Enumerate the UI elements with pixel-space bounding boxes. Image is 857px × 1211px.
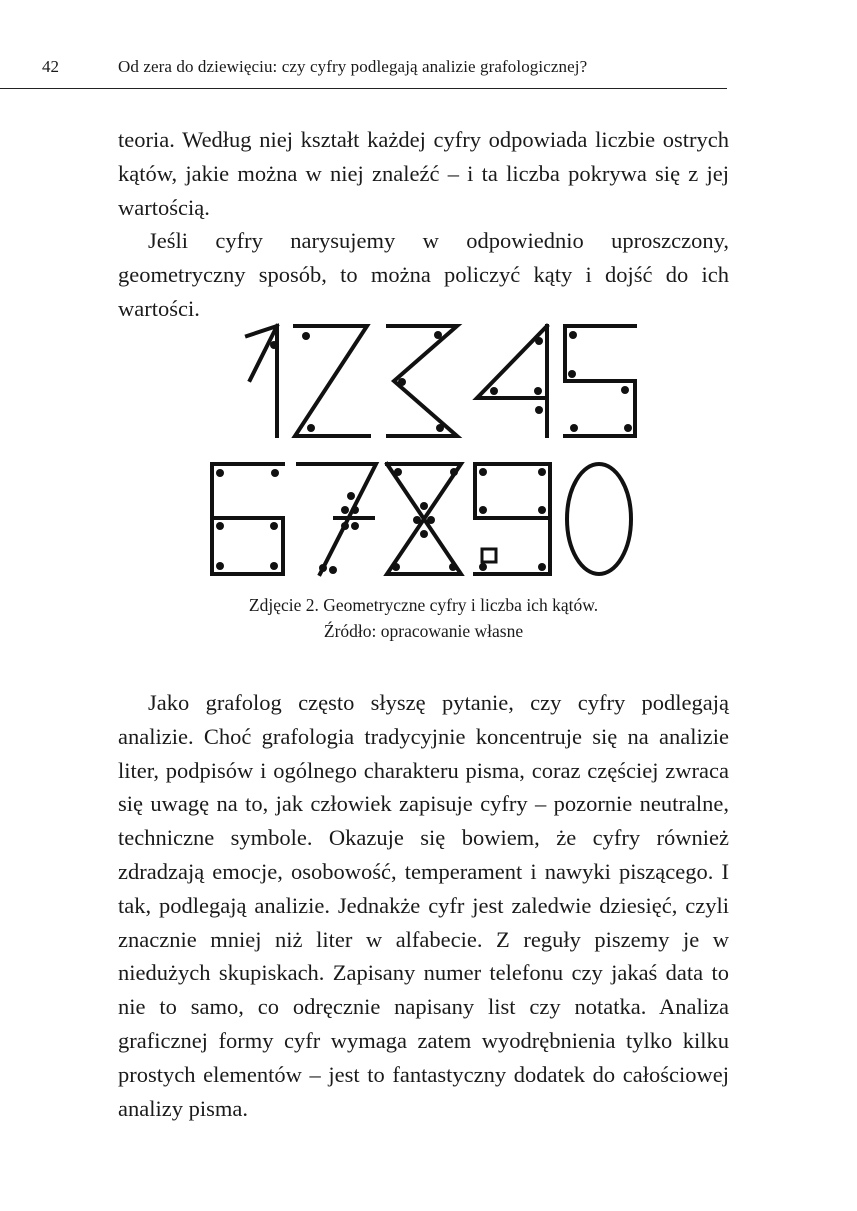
paragraph-3: Jako grafolog często słyszę pytanie, czy cyfry podlegają analizie. Choć grafologia tradycyjnie koncentruje się na analizie liter, podpisów i ogólnego charakteru pisma, coraz częściej zwraca się uwagę na to, jak człowiek zapisuje cyfry – pozornie neutralne, techniczne symbole. Okazuje się bowiem, że cyfry również zdradzają emocje, osobowość, temperament i nawyki piszącego. I tak, podlegają analizie. Jednakże cyfr jest zaledwie dziesięć, czyli znacznie mniej niż liter w alfabecie. Z reguły piszemy je w niedużych skupiskach. Zapisany numer telefonu czy jakaś data to nie to samo, co odręcznie napisany list czy notatka. Analiza graficznej formy cyfr wymaga zatem wyodrębnienia tylko kilku prostych elementów – jest to fantastyczny dodatek do całościowej analizy pisma.	[118, 690, 729, 1121]
geometric-digits-figure	[195, 318, 655, 584]
digit-2-glyph	[295, 326, 369, 436]
digit-7-glyph	[298, 464, 376, 574]
page-number: 42	[42, 57, 59, 76]
digit-0-glyph	[567, 464, 631, 574]
running-title: Od zera do dziewięciu: czy cyfry podlegają analizie grafologicznej?	[118, 57, 588, 76]
digit-9-glyph	[475, 464, 550, 574]
page-header	[0, 50, 727, 89]
paragraph-2: Jeśli cyfry narysujemy w odpowiednio uproszczony, geometryczny sposób, to można policzyć kąty i dojść do ich wartości.	[118, 228, 729, 321]
paragraph-1: teoria. Według niej kształt każdej cyfry odpowiada liczbie ostrych kątów, jakie można w niej znaleźć – i ta liczba pokrywa się z jej wartością.	[118, 127, 729, 220]
figure-caption: Zdjęcie 2. Geometryczne cyfry i liczba ich kątów.	[248, 595, 599, 615]
digit-5-glyph	[565, 326, 635, 436]
digit-9-inner-square	[482, 549, 496, 562]
digit-8-glyph	[387, 464, 461, 574]
figure-source: Źródło: opracowanie własne	[323, 621, 524, 641]
digit-6-glyph	[212, 464, 283, 574]
